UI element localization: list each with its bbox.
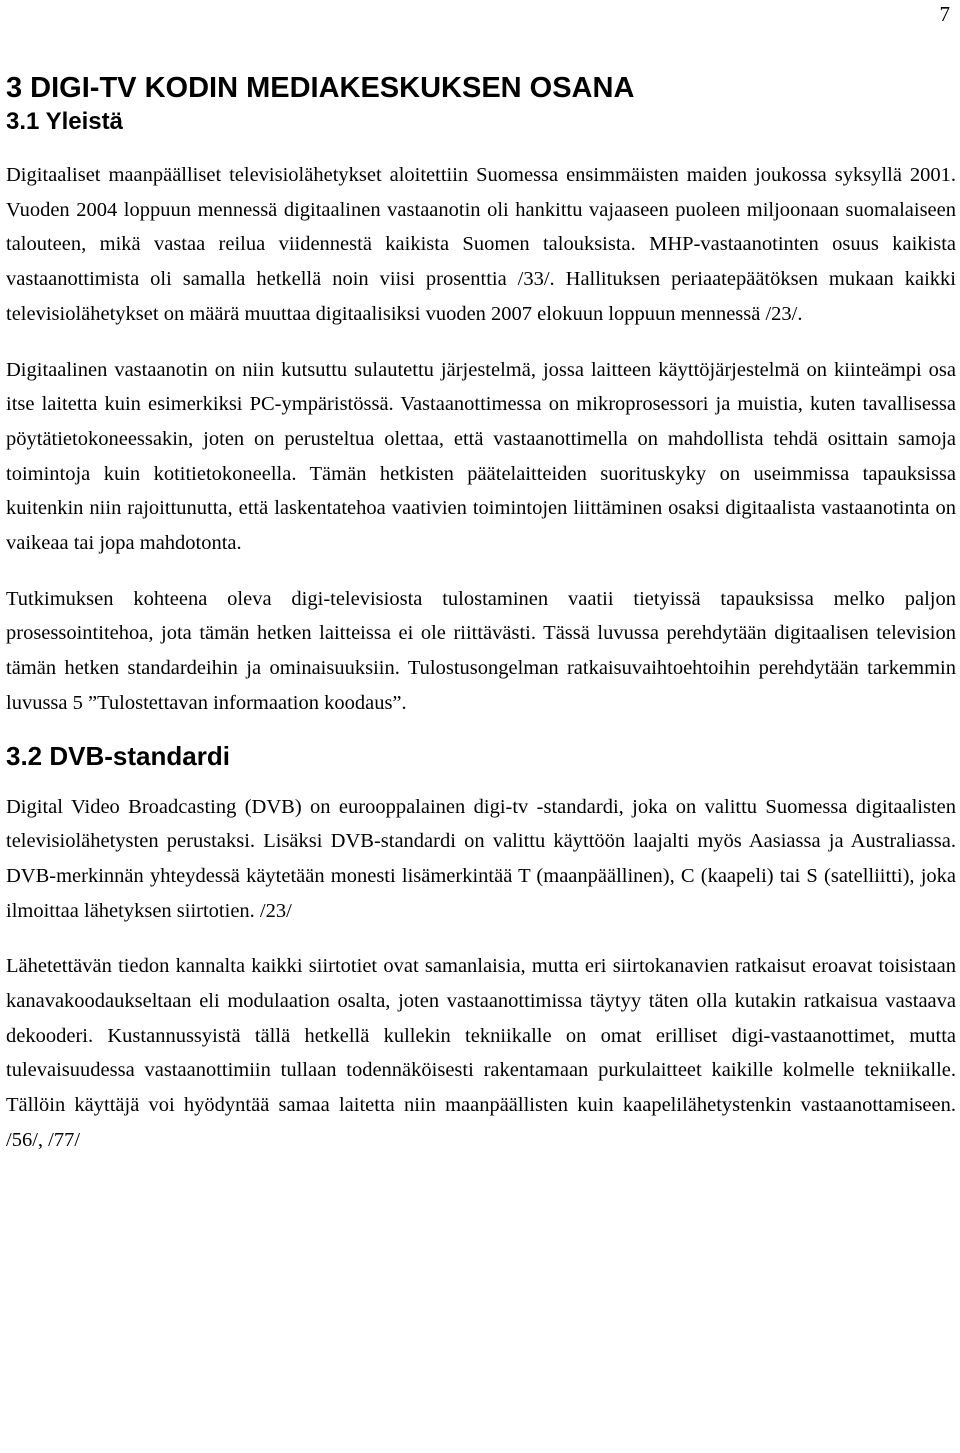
paragraph-4: Digital Video Broadcasting (DVB) on eurooppalainen digi-tv -standardi, joka on valittu Suomessa digitaalisten televisiolähetysten perustaksi. Lisäksi DVB-standardi on valittu käyttöön laajalti myös Aasiassa ja Australiassa. DVB-merkinnän yhteydessä käytetään monesti lisämerkintää T (maanpäällinen), C (kaapeli) tai S (satelliitti), joka ilmoittaa lähetyksen siirtotien. /23/: [6, 795, 956, 922]
chapter-heading: 3 DIGI-TV KODIN MEDIAKESKUKSEN OSANA: [6, 72, 635, 104]
page-content: [6, 70, 956, 1158]
paragraph-1: Digitaaliset maanpäälliset televisiolähetykset aloitettiin Suomessa ensimmäisten maiden joukossa syksyllä 2001. Vuoden 2004 loppuun mennessä digitaalinen vastaanotin oli hankittu vajaaseen puoleen miljoonaan suomalaiseen talouteen, mikä vastaa reilua viidennestä kaikista Suomen talouksista. MHP-vastaanotinten osuus kaikista vastaanottimista oli samalla hetkellä noin viisi prosenttia /33/. Hallituksen periaatepäätöksen mukaan kaikki televisiolähetykset on määrä muuttaa digitaalisiksi vuoden 2007 elokuun loppuun mennessä /23/.: [6, 164, 956, 325]
paragraph-3: Tutkimuksen kohteena oleva digi-televisiosta tulostaminen vaatii tietyissä tapauksissa melko paljon prosessointitehoa, jota tämän hetken laitteissa ei ole riittävästi. Tässä luvussa perehdytään digitaalisen television tämän hetken standardeihin ja ominaisuuksiin. Tulostusongelman ratkaisuvaihtoehtoihin perehdytään tarkemmin luvussa 5 ”Tulostettavan informaation koodaus”.: [6, 587, 956, 714]
section-heading-yleista: 3.1 Yleistä: [6, 108, 123, 135]
paragraph-2: Digitaalinen vastaanotin on niin kutsuttu sulautettu järjestelmä, jossa laitteen käyttöjärjestelmä on kiinteämpi osa itse laitetta kuin esimerkiksi PC-ympäristössä. Vastaanottimessa on mikroprosessori ja muistia, kuten tavallisessa pöytätietokoneessakin, joten on perusteltua olettaa, että vastaanottimella on mahdollista tehdä osittain samoja toimintoja kuin kotitietokoneella. Tämän hetkisten päätelaitteiden suorituskyky on useimmissa tapauksissa kuitenkin niin rajoittunutta, että laskentatehoa vaativien toimintojen liittäminen osaksi digitaalista vastaanotinta on vaikeaa tai jopa mahdotonta.: [6, 358, 956, 555]
page-number: 7: [939, 2, 950, 26]
section-heading-dvb-standardi: 3.2 DVB-standardi: [6, 740, 230, 771]
paragraph-5: Lähetettävän tiedon kannalta kaikki siirtotiet ovat samanlaisia, mutta eri siirtokanavien ratkaisut eroavat toisistaan kanavakoodaukseltaan eli modulaation osalta, joten vastaanottimissa täytyy täten olla kutakin ratkaisua vastaava dekooderi. Kustannussyistä tällä hetkellä kullekin tekniikalle on omat erilliset digi-vastaanottimet, mutta tulevaisuudessa vastaanottimiin tullaan todennäköisesti rakentamaan purkulaitteet kaikille kolmelle tekniikalle. Tällöin käyttäjä voi hyödyntää samaa laitetta niin maanpäällisten kuin kaapelilähetystenkin vastaanottamiseen. /56/, /77/: [6, 955, 956, 1151]
